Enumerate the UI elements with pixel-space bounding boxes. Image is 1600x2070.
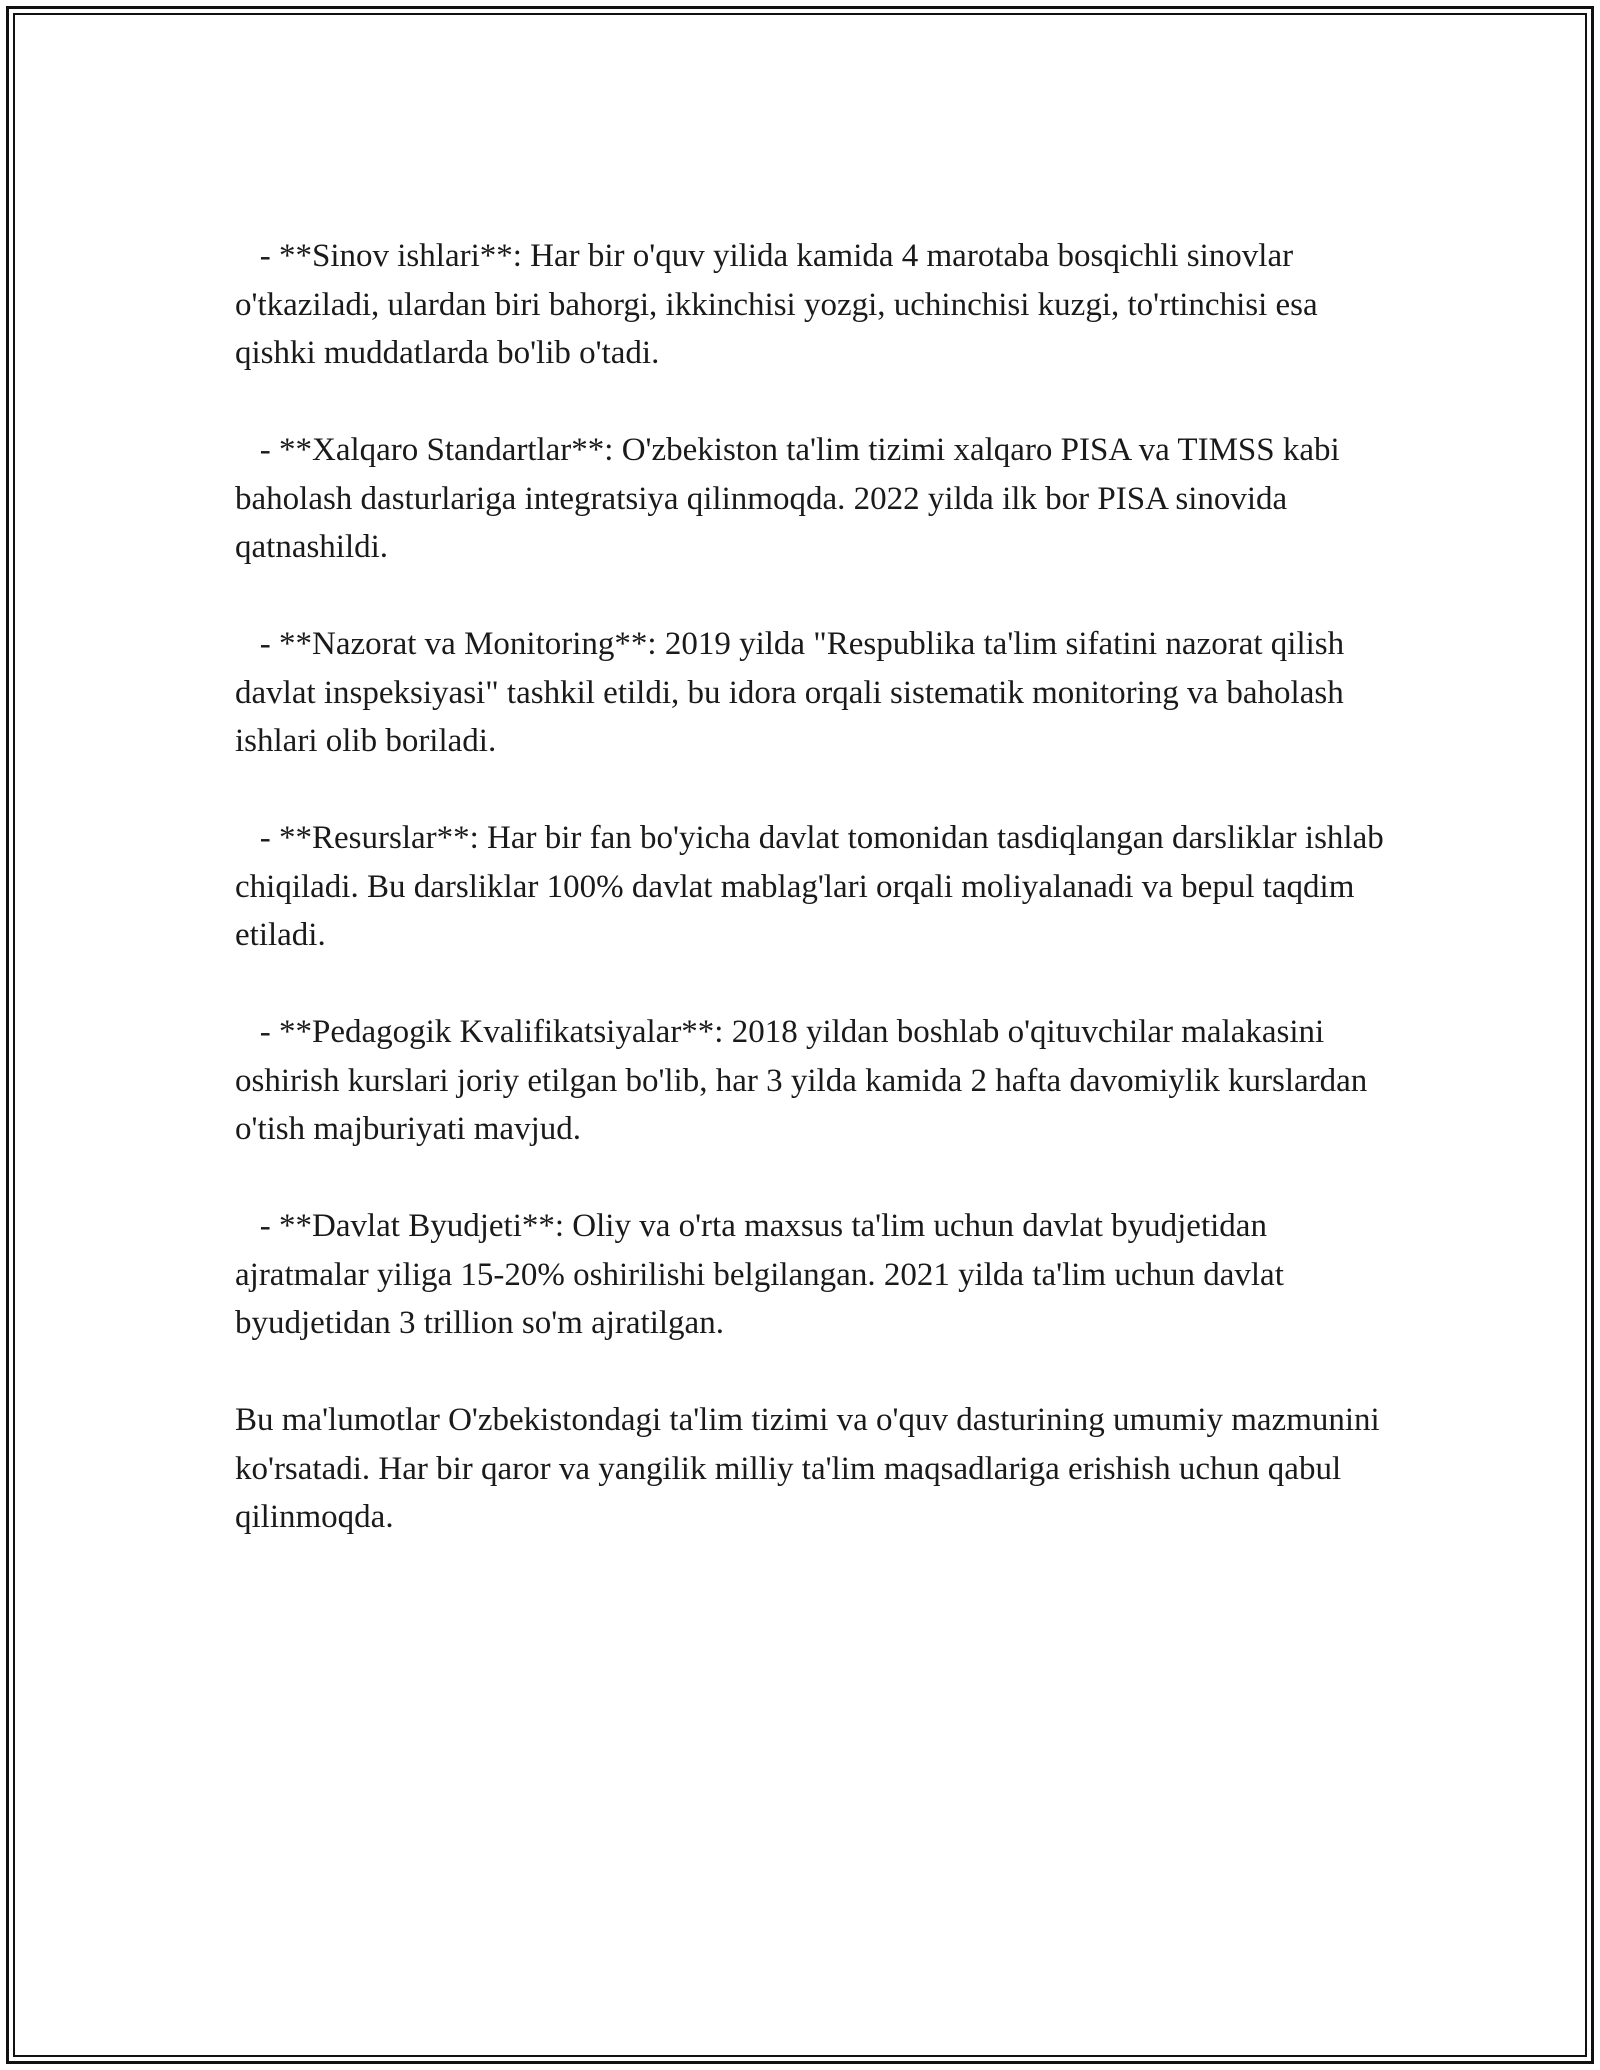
paragraph-conclusion: Bu ma'lumotlar O'zbekistondagi ta'lim tizimi va o'quv dasturining umumiy mazmunini ko'rsatadi. Har bir qaror va yangilik milliy ta'lim maqsadlariga erishish uchun qabul qilinmoqda. [235, 1402, 1388, 1535]
paragraph-nazorat-monitoring: - **Nazorat va Monitoring**: 2019 yilda "Respublika ta'lim sifatini nazorat qilish davlat inspeksiyasi" tashkil etildi, bu idora orqali sistematik monitoring va baholash ishlari olib boriladi. [235, 626, 1353, 759]
paragraph-resurslar: - **Resurslar**: Har bir fan bo'yicha davlat tomonidan tasdiqlangan darsliklar ishlab chiqiladi. Bu darsliklar 100% davlat mablag'lari orqali moliyalanadi va bepul taqdim etiladi. [235, 820, 1392, 953]
paragraph-xalqaro-standartlar: - **Xalqaro Standartlar**: O'zbekiston ta'lim tizimi xalqaro PISA va TIMSS kabi baholash dasturlariga integratsiya qilinmoqda. 2022 yilda ilk bor PISA sinovida qatnashildi. [235, 432, 1348, 565]
paragraph-pedagogik-kvalifikatsiyalar: - **Pedagogik Kvalifikatsiyalar**: 2018 yildan boshlab o'qituvchilar malakasini oshirish kurslari joriy etilgan bo'lib, har 3 yilda kamida 2 hafta davomiylik kurslardan o'tish majburiyati mavjud. [235, 1014, 1376, 1147]
paragraph-sinov-ishlari: - **Sinov ishlari**: Har bir o'quv yilida kamida 4 marotaba bosqichli sinovlar o'tkaziladi, ulardan biri bahorgi, ikkinchisi yozgi, uchinchisi kuzgi, to'rtinchisi esa qishki muddatlarda bo'lib o'tadi. [235, 238, 1326, 371]
paragraph-davlat-byudjeti: - **Davlat Byudjeti**: Oliy va o'rta maxsus ta'lim uchun davlat byudjetidan ajratmalar yiliga 15-20% oshirilishi belgilangan. 2021 yilda ta'lim uchun davlat byudjetidan 3 trillion so'm ajratilgan. [235, 1208, 1293, 1341]
document-body [235, 232, 1392, 1542]
